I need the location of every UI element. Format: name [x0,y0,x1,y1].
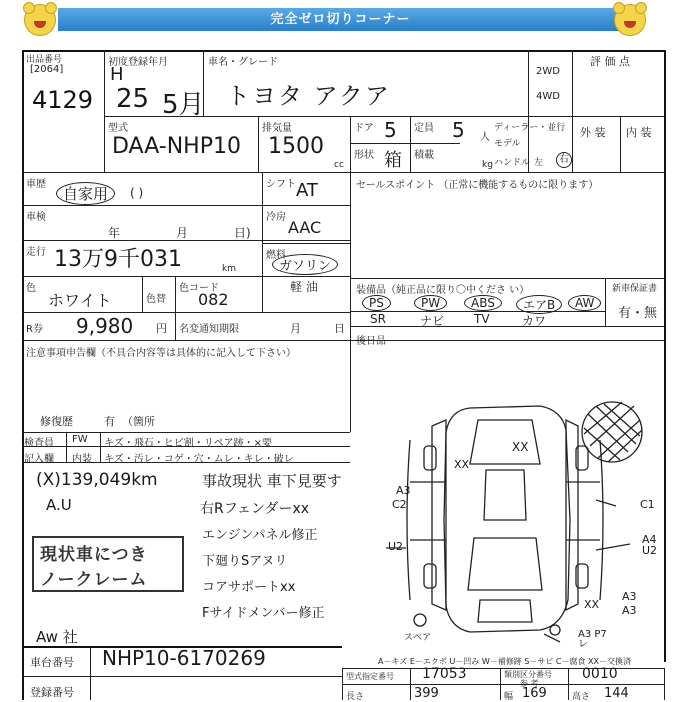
mark-a3-p7: A3 P7レ [578,629,607,650]
exterior-label: 外 装 [580,126,606,139]
damage-legend: A－キズ E－エクボ U－凹み W－補修跡 S－サビ C－腐食 XX－交換済 [378,657,632,666]
kg-unit: kg [482,160,493,170]
width-label: 幅 [504,692,514,702]
mark-a4-u2: A4 U2 [642,533,658,557]
sales-point-label: セールスポイント （正常に機能するものに限ります） [356,180,599,191]
height: 144 [604,686,629,701]
km-unit: km [222,264,236,274]
usage: 自家用 [56,182,115,205]
doors-label: ドア [354,123,374,134]
shape-label: 形状 [354,150,374,161]
dealer-label: ディーラー・並行 [494,123,566,133]
equipment-abs: ABS [464,295,502,311]
handle-label: ハンドル [494,158,531,168]
tax-month: 月 [290,322,301,335]
equipment-tv: TV [474,312,490,326]
era: H [110,64,124,85]
inspector-label-2: 記入欄 [24,454,54,465]
length: 399 [414,686,439,701]
mark-a3-rear: A3 [622,604,637,617]
usage-paren: ( ) [130,186,144,200]
inspection-month: 月 [176,226,189,240]
inspection-year: 年 [108,226,121,240]
tax-day: 日 [334,322,345,335]
type-no-label: 類別区分番号 [504,670,552,679]
equipment-pw: PW [414,295,447,311]
note-mileage: (X)139,049km [36,470,158,490]
mark-spare: スペア [404,633,432,643]
repair-value: 有 [104,415,115,428]
inspection-day: 日) [234,226,251,240]
fuel-label: 燃料 [266,250,286,261]
model-label: 型式 [108,123,128,134]
chassis-label: 車台番号 [30,656,74,669]
note-underside: 下廻りSアヌリ [202,554,288,569]
equipment-airbag: エアB [516,295,562,314]
length-label: 長さ [346,692,365,702]
repair-location: （箇所 [122,415,155,428]
rear-seat-label: 後日品 [356,336,386,347]
mark-xx-left: XX [454,458,470,471]
mark-c2: C2 [392,498,407,511]
width: 169 [522,686,547,701]
handle-right: 右 [556,152,572,168]
r-value: 9,980 [76,314,134,338]
interior-items: キズ・汚レ・コゲ・穴・ムレ・キレ・破レ [104,454,294,465]
lot-small-number: [2064] [30,64,64,75]
lot-label: 出品番号 [26,55,63,65]
shape: 箱 [384,150,402,171]
fw-items: キズ・飛石・ヒビ割・リペア跡・×要 [104,438,272,449]
note-fender: 右Rフェンダーxx [200,501,310,517]
registration-month: 5月 [162,90,205,120]
color-code-label: 色コード [179,283,219,294]
mark-xx-hood: XX [512,440,529,454]
equipment-leather: カワ [522,314,547,328]
equipment-ps: PS [362,295,391,311]
fuel: ガソリン [272,254,338,275]
tax-label: 名変通知期限 [179,324,239,335]
interior-category: 内装 [72,454,92,465]
usage-label: 車歴 [26,179,46,190]
load-label: 積載 [414,150,434,161]
mileage: 13万9千031 [54,247,182,272]
car-name-label: 車名・グレード [208,57,278,68]
note-side-member: Fサイドメンバー修正 [202,606,325,621]
registration-number-label: 登録番号 [30,686,74,699]
repair-label: 修復歴 [40,415,73,428]
fuel-sub: 軽 油 [290,280,318,294]
handle-left: 左 [534,158,544,168]
ac: AAC [288,218,322,237]
mark-xx-rear: XX [584,598,600,611]
capacity-label: 定員 [414,123,434,134]
drive-4wd: 4WD [536,91,560,102]
note-engine-panel: エンジンパネル修正 [202,528,318,543]
registration-year: 25 [116,84,150,114]
r-label: R券 [26,324,43,335]
capacity: 5 [452,118,465,142]
fw-category: FW [72,434,88,445]
mark-c1: C1 [640,498,655,511]
lot-number: 4129 [32,86,94,114]
equipment-label: 装備品（純正品に限り〇中くださ い） [356,285,530,296]
note-core-support: コアサポートxx [202,580,296,595]
drive-2wd: 2WD [536,66,560,77]
color: ホワイト [48,291,112,310]
inspection-label: 車検 [26,212,46,223]
mark-u2-left: U2 [388,540,404,553]
equipment-navi: ナビ [420,314,445,328]
registration-label: 初度登録年月 [108,57,168,68]
person-unit: 人 [480,132,490,143]
note-accident: 事故現状 車下見要す [202,472,342,490]
caution-label: 注意事項申告欄（不具合内容等は具体的に記入して下さい） [26,348,296,359]
mileage-label: 走行 [26,247,46,258]
model-no-label: 型式指定番号 [346,672,394,681]
doors: 5 [384,118,397,142]
height-label: 高さ [572,692,591,702]
shift: AT [296,180,318,201]
note-au: A.U [46,496,72,514]
color-change-label: 色替 [146,294,166,305]
interior-label: 内 装 [626,126,652,139]
displacement: 1500 [268,134,324,159]
mark-a3-rear-right: A3 [622,590,637,603]
model-code: DAA-NHP10 [112,134,241,159]
mark-a3-left: A3 [396,484,411,497]
model-label-2: モデル [494,139,521,149]
cc-unit: cc [334,160,344,170]
color-label: 色 [26,283,36,294]
color-code: 082 [198,290,229,309]
stamp-line-1: 現状車につき [40,545,148,565]
aw-note: Aw 社 [36,628,78,646]
ac-label: 冷房 [266,212,286,223]
shift-label: シフト [266,179,296,190]
eval-label: 評 価 点 [590,55,630,68]
reference-label: 参 考 [520,679,539,688]
recycle-label: 新車保証書 [612,284,658,294]
model-no: 17053 [422,666,467,682]
equipment-aw: AW [568,295,601,311]
type-no: 0010 [582,666,618,682]
chassis-number: NHP10-6170269 [102,646,266,670]
equipment-sr: SR [370,312,386,326]
stamp-line-2: ノークレーム [40,570,148,590]
displacement-label: 排気量 [262,123,292,134]
warranty-values: 有・無 [618,306,658,321]
inspector-label-1: 検査員 [24,438,54,449]
r-yen: 円 [156,322,167,335]
car-name: トヨタ アクア [226,82,391,110]
banner-title: 完全ゼロ切りコーナー [58,8,623,31]
